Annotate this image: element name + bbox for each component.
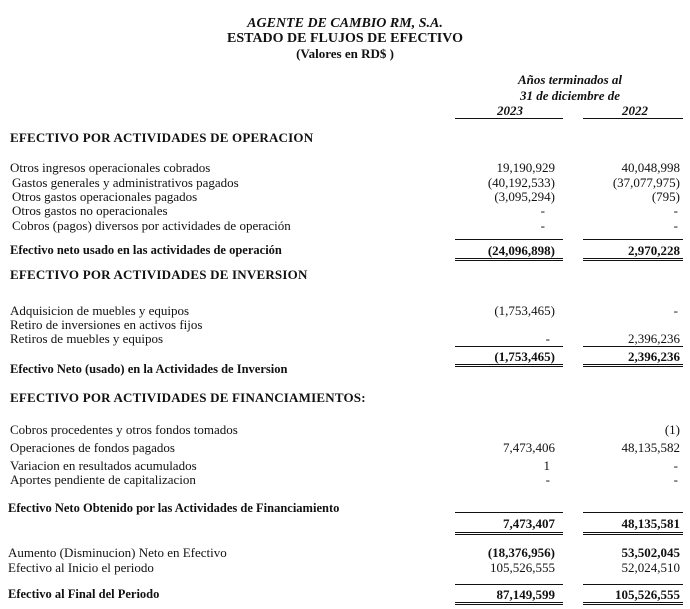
final-rule-2022 [583,602,683,605]
op-row-label: Otros gastos operacionales pagados [12,189,198,204]
inv-subtotal-rule-2022 [583,346,683,347]
op-row-label: Otros gastos no operacionales [12,203,168,218]
fin-row-label: Variacion en resultados acumulados [10,458,197,473]
final-rule-2023 [455,602,563,605]
op-total-2023: (24,096,898) [487,243,555,258]
inv-subtotal-rule-2023 [455,346,563,347]
op-row-2022: - [673,203,678,218]
statement-title: ESTADO DE FLUJOS DE EFECTIVO [227,31,463,46]
op-row-2022: (795) [651,189,680,204]
fin-total-2022: 48,135,581 [621,516,680,531]
final-2023: 87,149,599 [496,587,555,602]
summary-row-2022: 52,024,510 [621,560,680,575]
fin-row-2023: - [545,472,550,487]
period-line-2: 31 de diciembre de [520,88,620,103]
op-row-2022: - [673,218,678,233]
final-2022: 105,526,555 [615,587,680,602]
op-total-2022: 2,970,228 [628,243,680,258]
final-top-rule-2022 [583,584,683,585]
inv-row-label: Adquisicion de muebles y equipos [10,303,190,318]
final-label: Efectivo al Final del Periodo [8,587,160,601]
year-2023-underline [455,118,563,119]
currency-note: (Valores en RD$ ) [296,46,394,61]
investing-section-title: EFECTIVO POR ACTIVIDADES DE INVERSION [10,267,308,282]
company-name: AGENTE DE CAMBIO RM, S.A. [247,16,443,31]
op-row-2023: - [540,218,545,233]
financing-section-title: EFECTIVO POR ACTIVIDADES DE FINANCIAMIENTOS: [10,390,366,405]
op-row-2022: 40,048,998 [621,160,680,175]
summary-row-label: Efectivo al Inicio el periodo [8,560,154,575]
summary-row-label: Aumento (Disminucion) Neto en Efectivo [8,545,227,560]
year-2023: 2023 [497,103,523,118]
inv-row-2023: - [545,331,550,346]
op-row-2022: (37,077,975) [612,175,680,190]
fin-row-2022: - [673,458,678,473]
fin-subtotal-rule-2023 [455,512,563,513]
inv-total-rule-2022 [583,364,683,367]
fin-row-label: Operaciones de fondos pagados [10,440,175,455]
op-total-rule-2023 [455,258,563,261]
inv-row-2022: 2,396,236 [628,331,680,346]
fin-row-label: Cobros procedentes y otros fondos tomados [10,422,238,437]
year-2022-underline [583,118,683,119]
fin-total-label: Efectivo Neto Obtenido por las Actividades de Financiamiento [8,501,340,515]
fin-row-2023: 1 [543,458,550,473]
inv-total-label: Efectivo Neto (usado) en la Actividades de Inversion [10,362,288,376]
fin-row-2022: 48,135,582 [621,440,680,455]
fin-total-rule-2022 [583,532,683,535]
op-total-label: Efectivo neto usado en las actividades de operación [10,243,282,257]
inv-total-rule-2023 [455,364,563,367]
fin-row-2022: - [673,472,678,487]
fin-total-2023: 7,473,407 [503,516,555,531]
op-row-2023: 19,190,929 [496,160,555,175]
inv-row-2023: (1,753,465) [494,303,555,318]
summary-row-2023: (18,376,956) [487,545,555,560]
op-row-2023: (3,095,294) [494,189,555,204]
operating-section-title: EFECTIVO POR ACTIVIDADES DE OPERACION [10,130,314,145]
op-row-label: Otros ingresos operacionales cobrados [10,160,211,175]
op-row-label: Gastos generales y administrativos pagados [12,175,239,190]
op-subtotal-rule-2023 [455,239,563,240]
inv-subtotal-2022: 2,396,236 [628,349,680,364]
summary-row-2023: 105,526,555 [490,560,555,575]
summary-row-2022: 53,502,045 [621,545,680,560]
fin-subtotal-rule-2022 [583,512,683,513]
fin-row-2022: (1) [664,422,680,437]
op-total-rule-2022 [583,258,683,261]
inv-row-label: Retiro de inversiones en activos fijos [10,317,203,332]
inv-subtotal-2023: (1,753,465) [494,349,555,364]
inv-row-2022: - [673,303,678,318]
fin-row-2023: 7,473,406 [503,440,555,455]
op-row-label: Cobros (pagos) diversos por actividades de operación [12,218,291,233]
op-row-2023: (40,192,533) [487,175,555,190]
final-top-rule-2023 [455,584,563,585]
fin-total-rule-2023 [455,532,563,535]
inv-row-label: Retiros de muebles y equipos [10,331,164,346]
op-subtotal-rule-2022 [583,239,683,240]
year-2022: 2022 [622,103,648,118]
fin-row-label: Aportes pendiente de capitalizacion [10,472,196,487]
period-line-1: Años terminados al [517,72,623,87]
op-row-2023: - [540,203,545,218]
